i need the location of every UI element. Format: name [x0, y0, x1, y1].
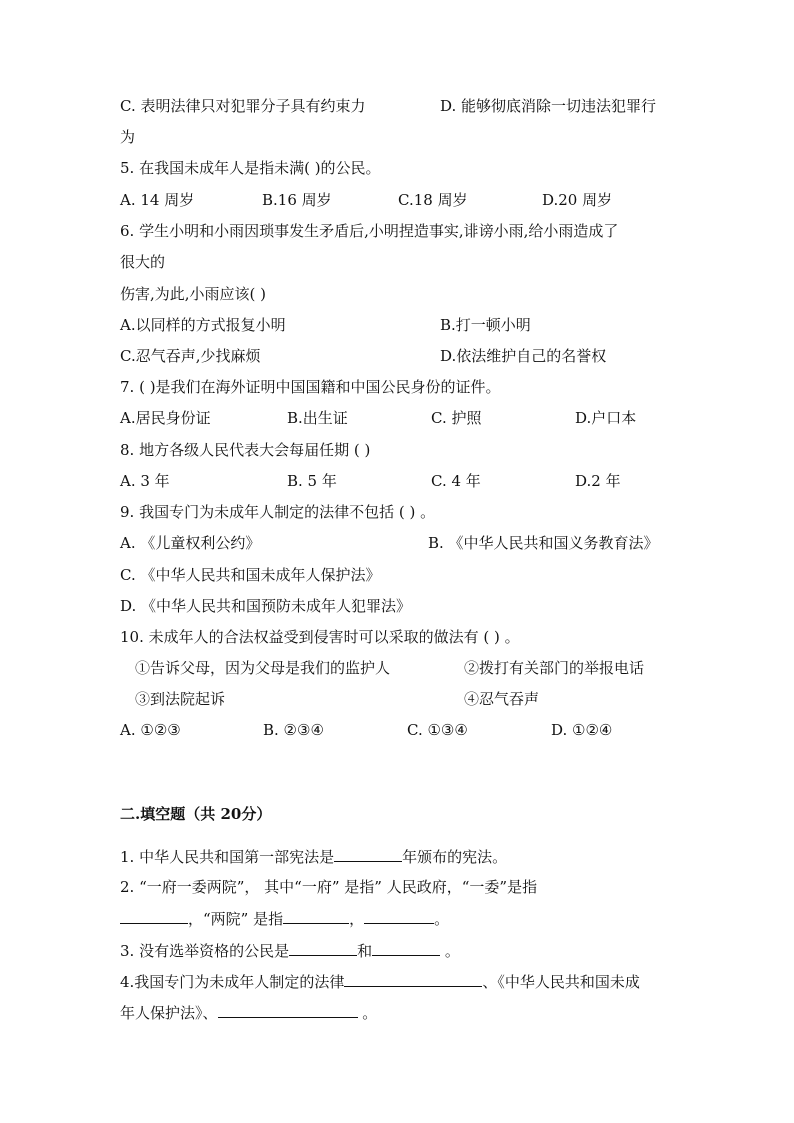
q8-option-b: B. 5 年	[287, 472, 337, 490]
answer-blank[interactable]	[364, 908, 434, 924]
answer-blank[interactable]	[120, 908, 188, 924]
fill-q1-tail: 年颁布的宪法。	[402, 848, 508, 866]
q9-option-d: D. 《中华人民共和国预防未成年人犯罪法》	[120, 597, 412, 615]
answer-blank[interactable]	[334, 846, 402, 862]
question-8: 8. 地方各级人民代表大会每届任期 ( )	[120, 441, 371, 459]
q8-option-d: D.2 年	[575, 472, 621, 490]
q8-option-c: C. 4 年	[431, 472, 481, 490]
q5-option-c: C.18 周岁	[398, 191, 468, 209]
q10-statement-3: ③到法院起诉	[135, 690, 226, 708]
question-9: 9. 我国专门为未成年人制定的法律不包括 ( ) 。	[120, 503, 436, 521]
fill-q4-end: 。	[357, 1004, 378, 1022]
fill-question-4	[120, 971, 640, 992]
fill-question-2: 2. “一府一委两院”， 其中“一府” 是指” 人民政府，“一委”是指	[120, 878, 538, 896]
fill-q2-end: 。	[434, 910, 450, 928]
q4-option-d: D. 能够彻底消除一切违法犯罪行	[440, 97, 657, 115]
fill-q4-text: 4.我国专门为未成年人制定的法律	[120, 973, 345, 991]
question-6-line-1: 6. 学生小明和小雨因琐事发生矛盾后,小明捏造事实,诽谤小雨,给小雨造成了	[120, 222, 619, 240]
question-5: 5. 在我国未成年人是指未满( )的公民。	[120, 159, 381, 177]
fill-question-2-blanks	[120, 908, 449, 929]
q10-option-d: D. ①②④	[551, 721, 613, 739]
answer-blank[interactable]	[344, 971, 482, 987]
section-2-title: 二.填空题（共 20分）	[120, 805, 272, 823]
fill-q2-mid: ，“两院” 是指	[188, 910, 284, 928]
q7-option-a: A.居民身份证	[120, 409, 211, 427]
answer-blank[interactable]	[289, 940, 357, 956]
fill-q3-end: 。	[440, 942, 460, 960]
answer-blank[interactable]	[283, 908, 349, 924]
q7-option-c: C. 护照	[431, 409, 482, 427]
q6-option-d: D.依法维护自己的名誉权	[440, 347, 607, 365]
q6-option-b: B.打一顿小明	[440, 316, 531, 334]
question-6-line-3: 伤害,为此,小雨应该( )	[120, 285, 267, 303]
answer-blank[interactable]	[218, 1002, 358, 1018]
q7-option-d: D.户口本	[575, 409, 637, 427]
fill-question-1	[120, 846, 507, 867]
fill-q3-mid: 和	[357, 942, 373, 960]
q5-option-a: A. 14 周岁	[120, 191, 195, 209]
fill-q4-text-2: 年人保护法》、	[120, 1004, 218, 1022]
fill-question-4-line-2	[120, 1002, 377, 1023]
q10-statement-2: ②拨打有关部门的举报电话	[464, 659, 645, 677]
question-10: 10. 未成年人的合法权益受到侵害时可以采取的做法有 ( ) 。	[120, 628, 520, 646]
q9-option-a: A. 《儿童权利公约》	[120, 534, 261, 552]
fill-q4-tail: 、《中华人民共和国未成	[482, 973, 640, 991]
q10-option-a: A. ①②③	[120, 721, 181, 739]
question-7: 7. ( )是我们在海外证明中国国籍和中国公民身份的证件。	[120, 378, 501, 396]
q10-option-c: C. ①③④	[407, 721, 468, 739]
q9-option-b: B. 《中华人民共和国义务教育法》	[428, 534, 659, 552]
q5-option-b: B.16 周岁	[262, 191, 332, 209]
q10-option-b: B. ②③④	[263, 721, 324, 739]
q10-statement-4: ④忍气吞声	[464, 690, 540, 708]
fill-q2-comma: ，	[349, 910, 365, 928]
fill-question-3	[120, 940, 460, 961]
q7-option-b: B.出生证	[287, 409, 348, 427]
fill-q3-text: 3. 没有选举资格的公民是	[120, 942, 290, 960]
q6-option-a: A.以同样的方式报复小明	[120, 316, 286, 334]
q8-option-a: A. 3 年	[120, 472, 170, 490]
fill-q1-text: 1. 中华人民共和国第一部宪法是	[120, 848, 335, 866]
q6-option-c: C.忍气吞声,少找麻烦	[120, 347, 261, 365]
q5-option-d: D.20 周岁	[542, 191, 613, 209]
question-6-line-2: 很大的	[120, 253, 166, 271]
q9-option-c: C. 《中华人民共和国未成年人保护法》	[120, 566, 381, 584]
q4-option-d-continued: 为	[120, 128, 136, 146]
q4-option-c: C. 表明法律只对犯罪分子具有约束力	[120, 97, 366, 115]
q10-statement-1: ①告诉父母，因为父母是我们的监护人	[135, 659, 391, 677]
answer-blank[interactable]	[372, 940, 440, 956]
